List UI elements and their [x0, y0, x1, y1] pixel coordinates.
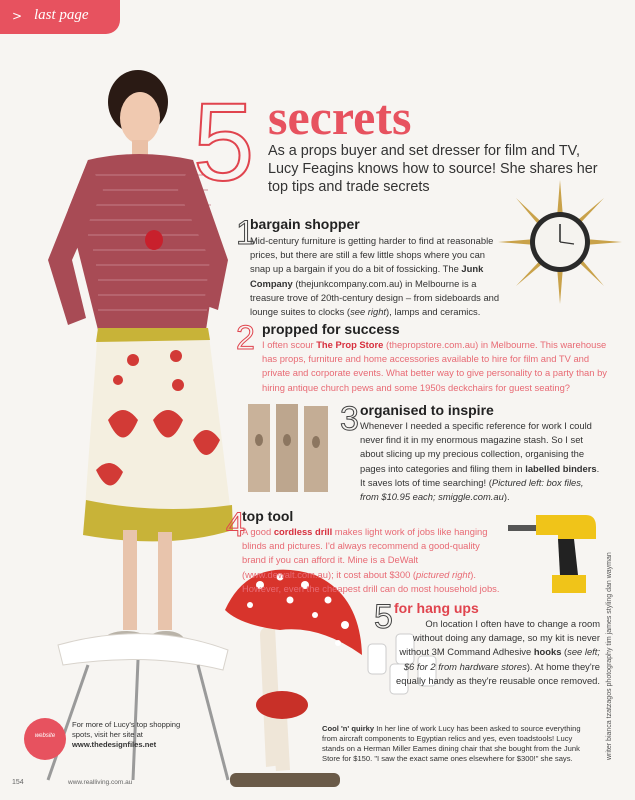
chevron-right-icon: >	[12, 9, 23, 23]
tip-heading: top tool	[242, 508, 294, 524]
section-tab	[0, 0, 120, 34]
tip-5	[374, 600, 600, 688]
tip-body: On location I often have to change a room without doing any damage, so my kit is never without 3M Command Adhesive hooks (see left; $6 for 2 from hardware stores). At home they're equally handy as they're reusable once removed.	[396, 618, 600, 686]
tip-number: 3	[340, 400, 359, 438]
website-badge: website	[24, 718, 66, 760]
tip-heading: for hang ups	[394, 600, 479, 616]
tip-number: 2	[236, 319, 255, 357]
section-label: last page	[34, 7, 89, 23]
photo-caption: Cool 'n' quirky In her line of work Lucy has been asked to source everything from aircraft components to Egyptian relics and yes, even toadstools! Lucy stands on a Herman Miller Eames dining chair that she bought from the Junk Store for $150. "I saw the exact same ones elsewhere for $300!" she says.	[322, 724, 581, 763]
tip-body: I often scour The Prop Store (thepropstore.com.au) in Melbourne. This warehouse has props, furniture and home accessories available to hire for film and TV and private and corporate events. What better way to give personality to a party than by hiring antique church pews and some 1950s deckchairs for guest seating?	[262, 339, 607, 393]
tip-body: A good cordless drill makes light work of jobs like hanging blinds and pictures. I'd always recommend a good-quality brand if you can afford it. Mine is a DeWalt (www.dewalt.com.au); it cost about $300 (pictured right). However, even the cheapest drill can do most household jobs.	[242, 526, 500, 594]
footer-url: www.realliving.com.au	[68, 779, 133, 786]
intro-text: As a props buyer and set dresser for film and TV, Lucy Feagins knows how to source! She shares her top tips and trade secrets	[268, 143, 598, 195]
page-title: secrets	[268, 89, 412, 145]
page-number: 154	[12, 779, 24, 786]
website-promo	[24, 718, 181, 768]
promo-link[interactable]: www.thedesignfiles.net	[72, 740, 157, 749]
tip-number: 5	[374, 598, 393, 636]
photo-credits: writer bianca tzatzagos photography tim james styling dan wayman	[606, 552, 613, 760]
tip-body: Whenever I needed a specific reference for work I could never find it in my enormous magazine stash. So I set about slicing up my precious collection, organising the pages into categories and filing them in labelled binders. It saves lots of time searching! (Pictured left: box files, from $10.95 each; smiggle.com.au).	[360, 420, 600, 503]
starburst-clock-photo	[498, 180, 622, 304]
caption-lead: Cool 'n' quirky	[322, 724, 375, 733]
tip-heading: organised to inspire	[360, 402, 494, 418]
tip-heading: bargain shopper	[250, 216, 360, 232]
tip-2	[236, 321, 616, 395]
tip-4	[226, 508, 504, 596]
tip-number: 1	[236, 214, 255, 252]
tip-1	[236, 216, 504, 319]
promo-text: For more of Lucy's top shopping spots, visit her site at www.thedesignfiles.net	[72, 720, 181, 749]
tip-body: Mid-century furniture is getting harder to find at reasonable prices, but there are still a few little shops where you can snap up a bargain if you do a bit of fossicking. The Junk Company (thejunkcompany.com.au) in Melbourne is a treasure trove of 20th-century design – from sideboards and lounge suites to clocks (see right), lamps and ceramics.	[250, 235, 500, 318]
tip-number: 4	[226, 506, 245, 544]
box-files-photo	[246, 400, 334, 496]
tip-heading: propped for success	[262, 321, 400, 337]
cordless-drill-photo	[508, 505, 600, 597]
headline-number: 5	[193, 81, 255, 204]
tip-3	[340, 402, 602, 504]
